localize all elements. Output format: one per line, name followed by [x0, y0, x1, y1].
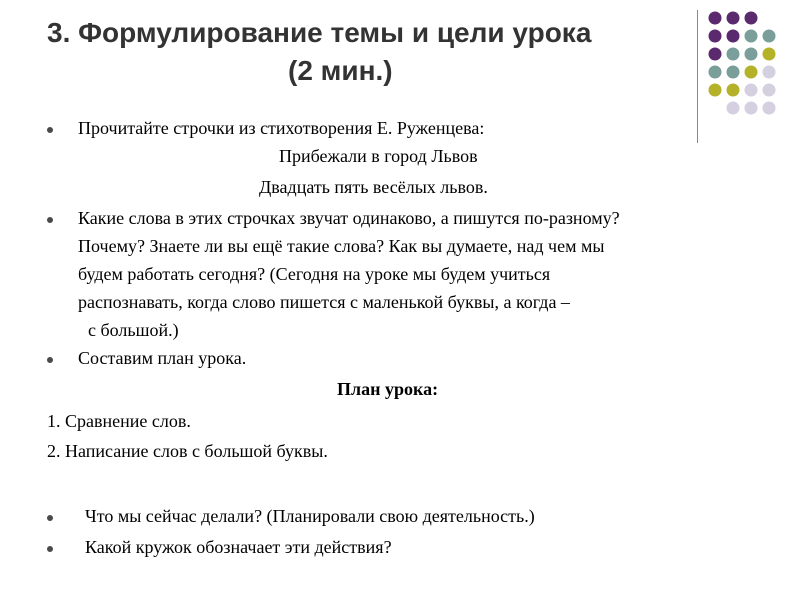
decorative-dot: [709, 48, 722, 61]
decorative-dot: [763, 30, 776, 43]
poem-line-2: Двадцать пять весёлых львов.: [259, 177, 488, 197]
item-question-line-3: будем работать сегодня? (Сегодня на уроке мы будем учиться: [78, 264, 551, 284]
item-question-line-1: Какие слова в этих строчках звучат одинаково, а пишутся по-разному?: [78, 208, 620, 228]
bullet-icon: [47, 515, 53, 521]
decorative-dot: [745, 84, 758, 97]
decorative-dot: [727, 12, 740, 25]
item-read-lines: Прочитайте строчки из стихотворения Е. Руженцева:: [78, 118, 485, 138]
decorative-dot: [745, 66, 758, 79]
bullet-icon: [47, 546, 53, 552]
decorative-dot: [727, 30, 740, 43]
item-which-circle: Какой кружок обозначает эти действия?: [85, 537, 392, 557]
item-question-line-5: с большой.): [88, 320, 179, 340]
bullet-icon: [47, 357, 53, 363]
decorative-dot: [745, 102, 758, 115]
decorative-dots: [707, 11, 787, 131]
slide-title: [40, 14, 690, 90]
decorative-dot: [727, 66, 740, 79]
plan-item-1: 1. Сравнение слов.: [47, 411, 191, 431]
decorative-dot: [709, 30, 722, 43]
decorative-dot: [727, 48, 740, 61]
plan-item-2: 2. Написание слов с большой буквы.: [47, 441, 328, 461]
title-line-1: 3. Формулирование темы и цели урока: [47, 17, 592, 48]
decorative-divider: [697, 10, 698, 143]
item-question-line-4: распознавать, когда слово пишется с маленькой буквы, а когда –: [78, 292, 570, 312]
poem-line-1: Прибежали в город Львов: [279, 146, 478, 166]
decorative-dot: [709, 84, 722, 97]
title-line-2: (2 мин.): [288, 55, 393, 86]
decorative-dot: [745, 30, 758, 43]
item-question-line-2: Почему? Знаете ли вы ещё такие слова? Как вы думаете, над чем мы: [78, 236, 605, 256]
item-make-plan: Составим план урока.: [78, 348, 247, 368]
item-what-did-we-do: Что мы сейчас делали? (Планировали свою деятельность.): [85, 506, 535, 526]
decorative-dot: [709, 12, 722, 25]
decorative-dot: [763, 102, 776, 115]
decorative-dot: [745, 12, 758, 25]
decorative-dot: [763, 48, 776, 61]
decorative-dot: [763, 66, 776, 79]
decorative-dot: [763, 84, 776, 97]
decorative-dot: [745, 48, 758, 61]
bullet-icon: [47, 217, 53, 223]
bullet-icon: [47, 127, 53, 133]
plan-heading: План урока:: [337, 379, 439, 399]
decorative-dot: [727, 84, 740, 97]
decorative-dot: [709, 66, 722, 79]
decorative-dot: [727, 102, 740, 115]
